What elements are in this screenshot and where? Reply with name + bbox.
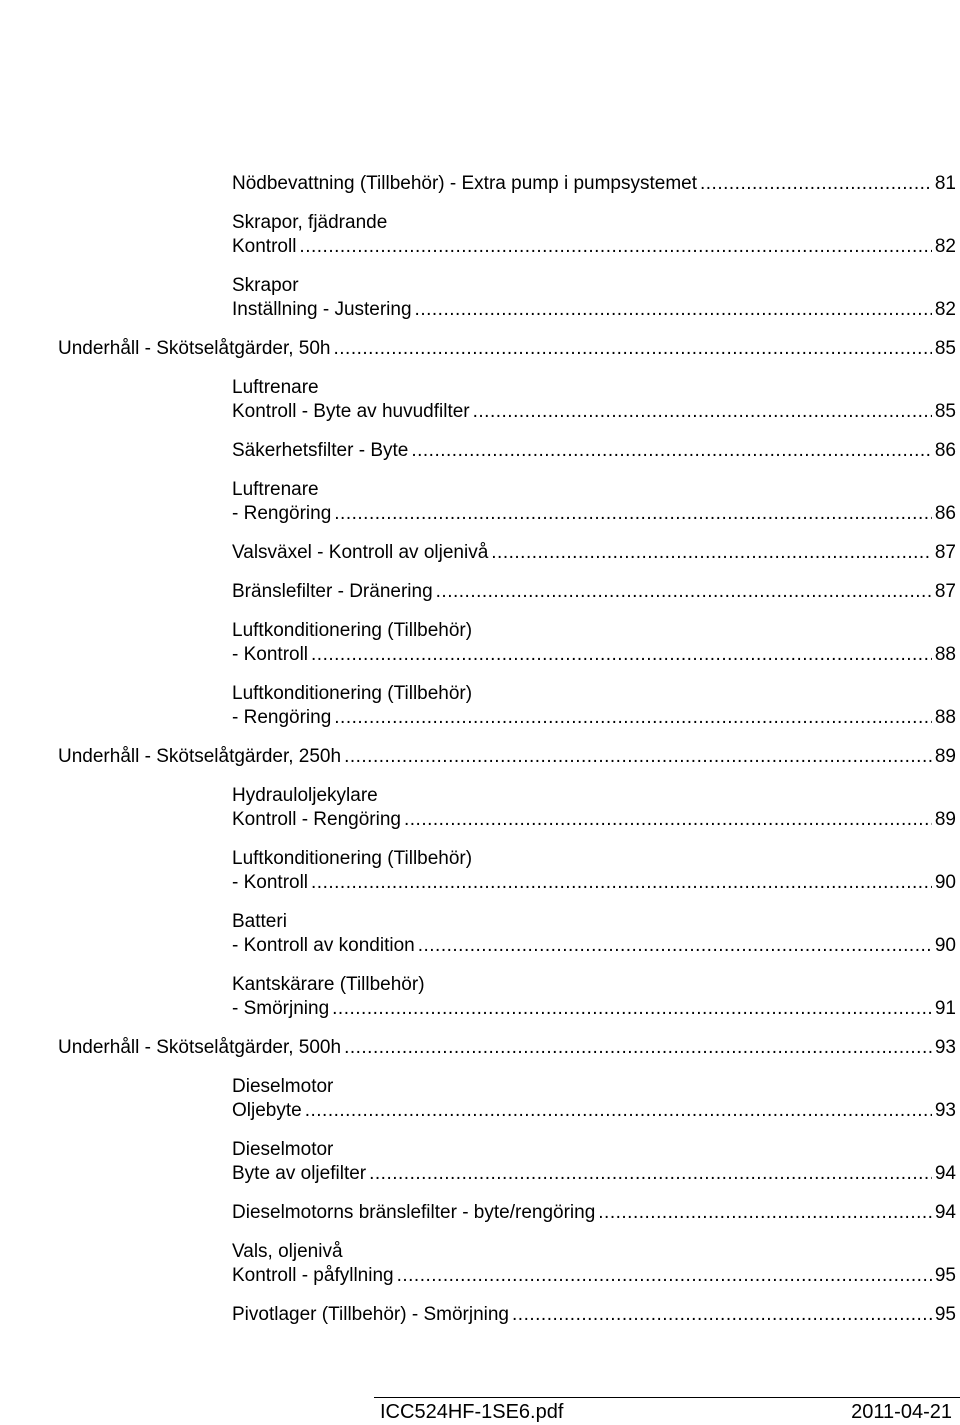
toc-page-number: 86 — [934, 440, 956, 461]
toc-page-number: 90 — [934, 872, 956, 893]
toc-dot-leader — [369, 1162, 932, 1186]
toc-entry[interactable] — [58, 1036, 956, 1060]
toc-entry-title: Kontroll — [232, 236, 297, 257]
toc-entry[interactable] — [58, 745, 956, 769]
footer-date: 2011-04-21 — [851, 1401, 952, 1423]
toc-entry[interactable] — [232, 1138, 956, 1186]
toc-dot-leader — [344, 1036, 932, 1060]
toc-entry-heading: Skrapor — [232, 275, 299, 296]
toc-dot-leader — [305, 1099, 932, 1123]
toc-entry-heading: Dieselmotor — [232, 1076, 334, 1097]
toc-entry-heading: Luftkonditionering (Tillbehör) — [232, 848, 473, 869]
toc-entry-heading: Hydrauloljekylare — [232, 785, 378, 806]
toc-entry-title: Valsväxel - Kontroll av oljenivå — [232, 542, 489, 563]
toc-entry[interactable] — [232, 910, 956, 958]
toc-page-number: 81 — [934, 173, 956, 194]
toc-entry[interactable] — [232, 376, 956, 424]
toc-entry-title: - Smörjning — [232, 998, 330, 1019]
toc-entry[interactable] — [232, 619, 956, 667]
toc-dot-leader — [404, 808, 932, 832]
toc-entry[interactable] — [232, 172, 956, 196]
toc-page-number: 90 — [934, 935, 956, 956]
toc-entry-title: Byte av oljefilter — [232, 1163, 367, 1184]
toc-dot-leader — [334, 502, 932, 526]
toc-entry-title: Nödbevattning (Tillbehör) - Extra pump i pumpsystemet — [232, 173, 697, 194]
toc-entry-title: Kontroll - påfyllning — [232, 1265, 394, 1286]
toc-entry-heading: Vals, oljenivå — [232, 1241, 343, 1262]
toc-entry-title: Oljebyte — [232, 1100, 302, 1121]
toc-page-number: 94 — [934, 1163, 956, 1184]
toc-page-number: 93 — [934, 1037, 956, 1058]
toc-entry-heading: Luftrenare — [232, 479, 319, 500]
toc-dot-leader — [512, 1303, 932, 1327]
toc-entry-title: Säkerhetsfilter - Byte — [232, 440, 409, 461]
toc-dot-leader — [334, 706, 932, 730]
toc-dot-leader — [415, 298, 932, 322]
toc-entry-heading: Luftkonditionering (Tillbehör) — [232, 683, 473, 704]
toc-entry-heading: Luftkonditionering (Tillbehör) — [232, 620, 473, 641]
toc-dot-leader — [436, 580, 932, 604]
toc-entry-title: - Kontroll — [232, 872, 309, 893]
toc-entry[interactable] — [232, 784, 956, 832]
toc-page-number: 85 — [934, 401, 956, 422]
toc-entry[interactable] — [232, 973, 956, 1021]
toc-entry-title: - Kontroll av kondition — [232, 935, 415, 956]
toc-entry-title: Pivotlager (Tillbehör) - Smörjning — [232, 1304, 510, 1325]
toc-page-number: 85 — [934, 338, 956, 359]
toc-page-number: 87 — [934, 542, 956, 563]
toc-dot-leader — [598, 1201, 932, 1225]
page-footer — [0, 1397, 960, 1425]
toc-dot-leader — [311, 871, 932, 895]
toc-entry-title: Dieselmotorns bränslefilter - byte/rengöring — [232, 1202, 596, 1223]
toc-page-number: 89 — [934, 809, 956, 830]
toc-dot-leader — [311, 643, 932, 667]
toc-entry[interactable] — [232, 1201, 956, 1225]
toc-entry[interactable] — [232, 1075, 956, 1123]
toc-entry[interactable] — [58, 337, 956, 361]
toc-page-number: 82 — [934, 236, 956, 257]
toc-page-number: 82 — [934, 299, 956, 320]
toc-entry-heading: Batteri — [232, 911, 287, 932]
toc-entry[interactable] — [232, 211, 956, 259]
toc-page-number: 93 — [934, 1100, 956, 1121]
toc-entry[interactable] — [232, 478, 956, 526]
toc-entry[interactable] — [232, 1240, 956, 1288]
toc-page-number: 88 — [934, 644, 956, 665]
toc-page-number: 86 — [934, 503, 956, 524]
toc-dot-leader — [411, 439, 932, 463]
toc-page-number: 91 — [934, 998, 956, 1019]
toc-dot-leader — [418, 934, 932, 958]
toc-page-number: 89 — [934, 746, 956, 767]
toc-dot-leader — [700, 172, 932, 196]
toc-dot-leader — [491, 541, 932, 565]
footer-rule — [374, 1397, 960, 1398]
toc-entry-title: Underhåll - Skötselåtgärder, 50h — [58, 338, 331, 359]
toc-entry-title: Underhåll - Skötselåtgärder, 250h — [58, 746, 342, 767]
toc-entry-title: Underhåll - Skötselåtgärder, 500h — [58, 1037, 342, 1058]
toc-entry-heading: Kantskärare (Tillbehör) — [232, 974, 425, 995]
toc-entry[interactable] — [232, 580, 956, 604]
toc-entry[interactable] — [232, 682, 956, 730]
toc-entry-title: - Rengöring — [232, 503, 332, 524]
toc-entry[interactable] — [232, 274, 956, 322]
toc-entry-title: - Kontroll — [232, 644, 309, 665]
toc-entry-heading: Skrapor, fjädrande — [232, 212, 388, 233]
toc-page-number: 88 — [934, 707, 956, 728]
footer-filename: ICC524HF-1SE6.pdf — [380, 1401, 564, 1423]
toc-entry-heading: Dieselmotor — [232, 1139, 334, 1160]
toc-entry-title: Kontroll - Byte av huvudfilter — [232, 401, 470, 422]
toc-page-number: 94 — [934, 1202, 956, 1223]
toc-entry[interactable] — [232, 1303, 956, 1327]
toc-entry-title: Inställning - Justering — [232, 299, 412, 320]
toc-dot-leader — [334, 337, 932, 361]
toc-dot-leader — [344, 745, 932, 769]
toc-dot-leader — [332, 997, 932, 1021]
toc-page-number: 87 — [934, 581, 956, 602]
toc-entry-heading: Luftrenare — [232, 377, 319, 398]
toc-page-number: 95 — [934, 1304, 956, 1325]
toc-dot-leader — [299, 235, 931, 259]
toc-entry-title: Kontroll - Rengöring — [232, 809, 401, 830]
toc-dot-leader — [473, 400, 932, 424]
toc-dot-leader — [397, 1264, 932, 1288]
toc-page-number: 95 — [934, 1265, 956, 1286]
toc-entry-title: Bränslefilter - Dränering — [232, 581, 433, 602]
toc-entry[interactable] — [232, 439, 956, 463]
toc-entry[interactable] — [232, 541, 956, 565]
toc-entry[interactable] — [232, 847, 956, 895]
toc-entry-title: - Rengöring — [232, 707, 332, 728]
